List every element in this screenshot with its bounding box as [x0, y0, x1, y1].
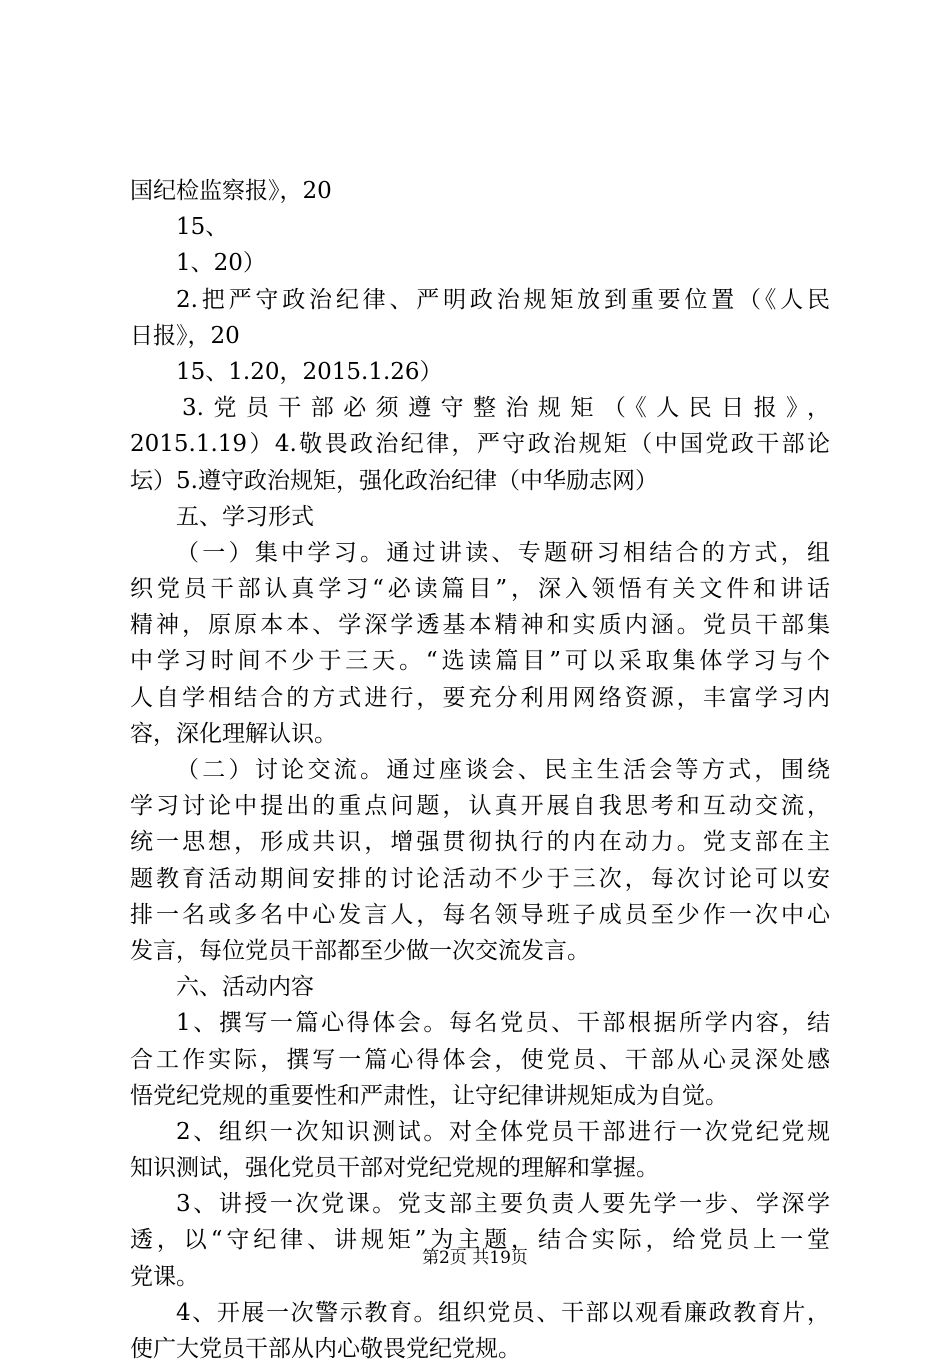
text-line: 3.党员干部必须遵守整治规矩（《人民日报》， — [182, 395, 830, 422]
text-line: 统一思想，形成共识，增强贯彻执行的内在动力。党支部在主 — [130, 829, 830, 856]
text-line: 2、组织一次知识测试。对全体党员干部进行一次党纪党规 — [176, 1118, 830, 1145]
text-line: 知识测试，强化党员干部对党纪党规的理解和掌握。 — [130, 1155, 659, 1182]
text-line: 3、讲授一次党课。党支部主要负责人要先学一步、学深学 — [176, 1191, 830, 1218]
page-number-footer: 第2页 共19页 — [422, 1248, 528, 1268]
text-line: 学习讨论中提出的重点问题，认真开展自我思考和互动交流， — [130, 793, 830, 820]
section-heading: 六、活动内容 — [176, 974, 314, 1001]
document-body — [130, 173, 830, 1367]
text-line: 题教育活动期间安排的讨论活动不少于三次，每次讨论可以安 — [130, 865, 830, 892]
text-line: 发言，每位党员干部都至少做一次交流发言。 — [130, 937, 590, 964]
text-line: 坛）5.遵守政治规矩，强化政治纪律（中华励志网） — [130, 467, 658, 494]
text-line: 透，以“守纪律、讲规矩”为主题，结合实际，给党员上一堂 — [130, 1227, 830, 1254]
text-line: 1、20） — [176, 250, 266, 277]
text-line: 排一名或多名中心发言人，每名领导班子成员至少作一次中心 — [130, 901, 830, 928]
text-line: （二）讨论交流。通过座谈会、民主生活会等方式，围绕 — [176, 757, 830, 783]
text-line: 容，深化理解认识。 — [130, 720, 337, 747]
text-line: 悟党纪党规的重要性和严肃性，让守纪律讲规矩成为自觉。 — [130, 1082, 728, 1109]
section-heading: 五、学习形式 — [176, 503, 314, 530]
text-line: 1、撰写一篇心得体会。每名党员、干部根据所学内容，结 — [176, 1010, 830, 1037]
text-line: 合工作实际，撰写一篇心得体会，使党员、干部从心灵深处感 — [130, 1046, 830, 1073]
text-line: 织党员干部认真学习“必读篇目”，深入领悟有关文件和讲话 — [130, 576, 830, 603]
text-line: 2.把严守政治纪律、严明政治规矩放到重要位置（《人民 — [176, 286, 830, 313]
text-line: 2015.1.19）4.敬畏政治纪律，严守政治规矩（中国党政干部论 — [130, 431, 830, 458]
text-line: 15、 — [176, 214, 229, 241]
text-line: 中学习时间不少于三天。“选读篇目”可以采取集体学习与个 — [130, 648, 830, 675]
text-line: 国纪检监察报》，20 — [130, 178, 332, 204]
text-line: 4、开展一次警示教育。组织党员、干部以观看廉政教育片， — [176, 1299, 830, 1326]
text-line: 党课。 — [130, 1263, 199, 1290]
text-line: 使广大党员干部从内心敬畏党纪党规。 — [130, 1336, 521, 1362]
text-line: （一）集中学习。通过讲读、专题研习相结合的方式，组 — [176, 539, 830, 566]
text-line: 日报》，20 — [130, 322, 240, 349]
text-line: 精神，原原本本、学深学透基本精神和实质内涵。党员干部集 — [130, 612, 830, 639]
text-line: 15、1.20，2015.1.26） — [176, 358, 443, 385]
text-line: 人自学相结合的方式进行，要充分利用网络资源，丰富学习内 — [130, 684, 830, 711]
